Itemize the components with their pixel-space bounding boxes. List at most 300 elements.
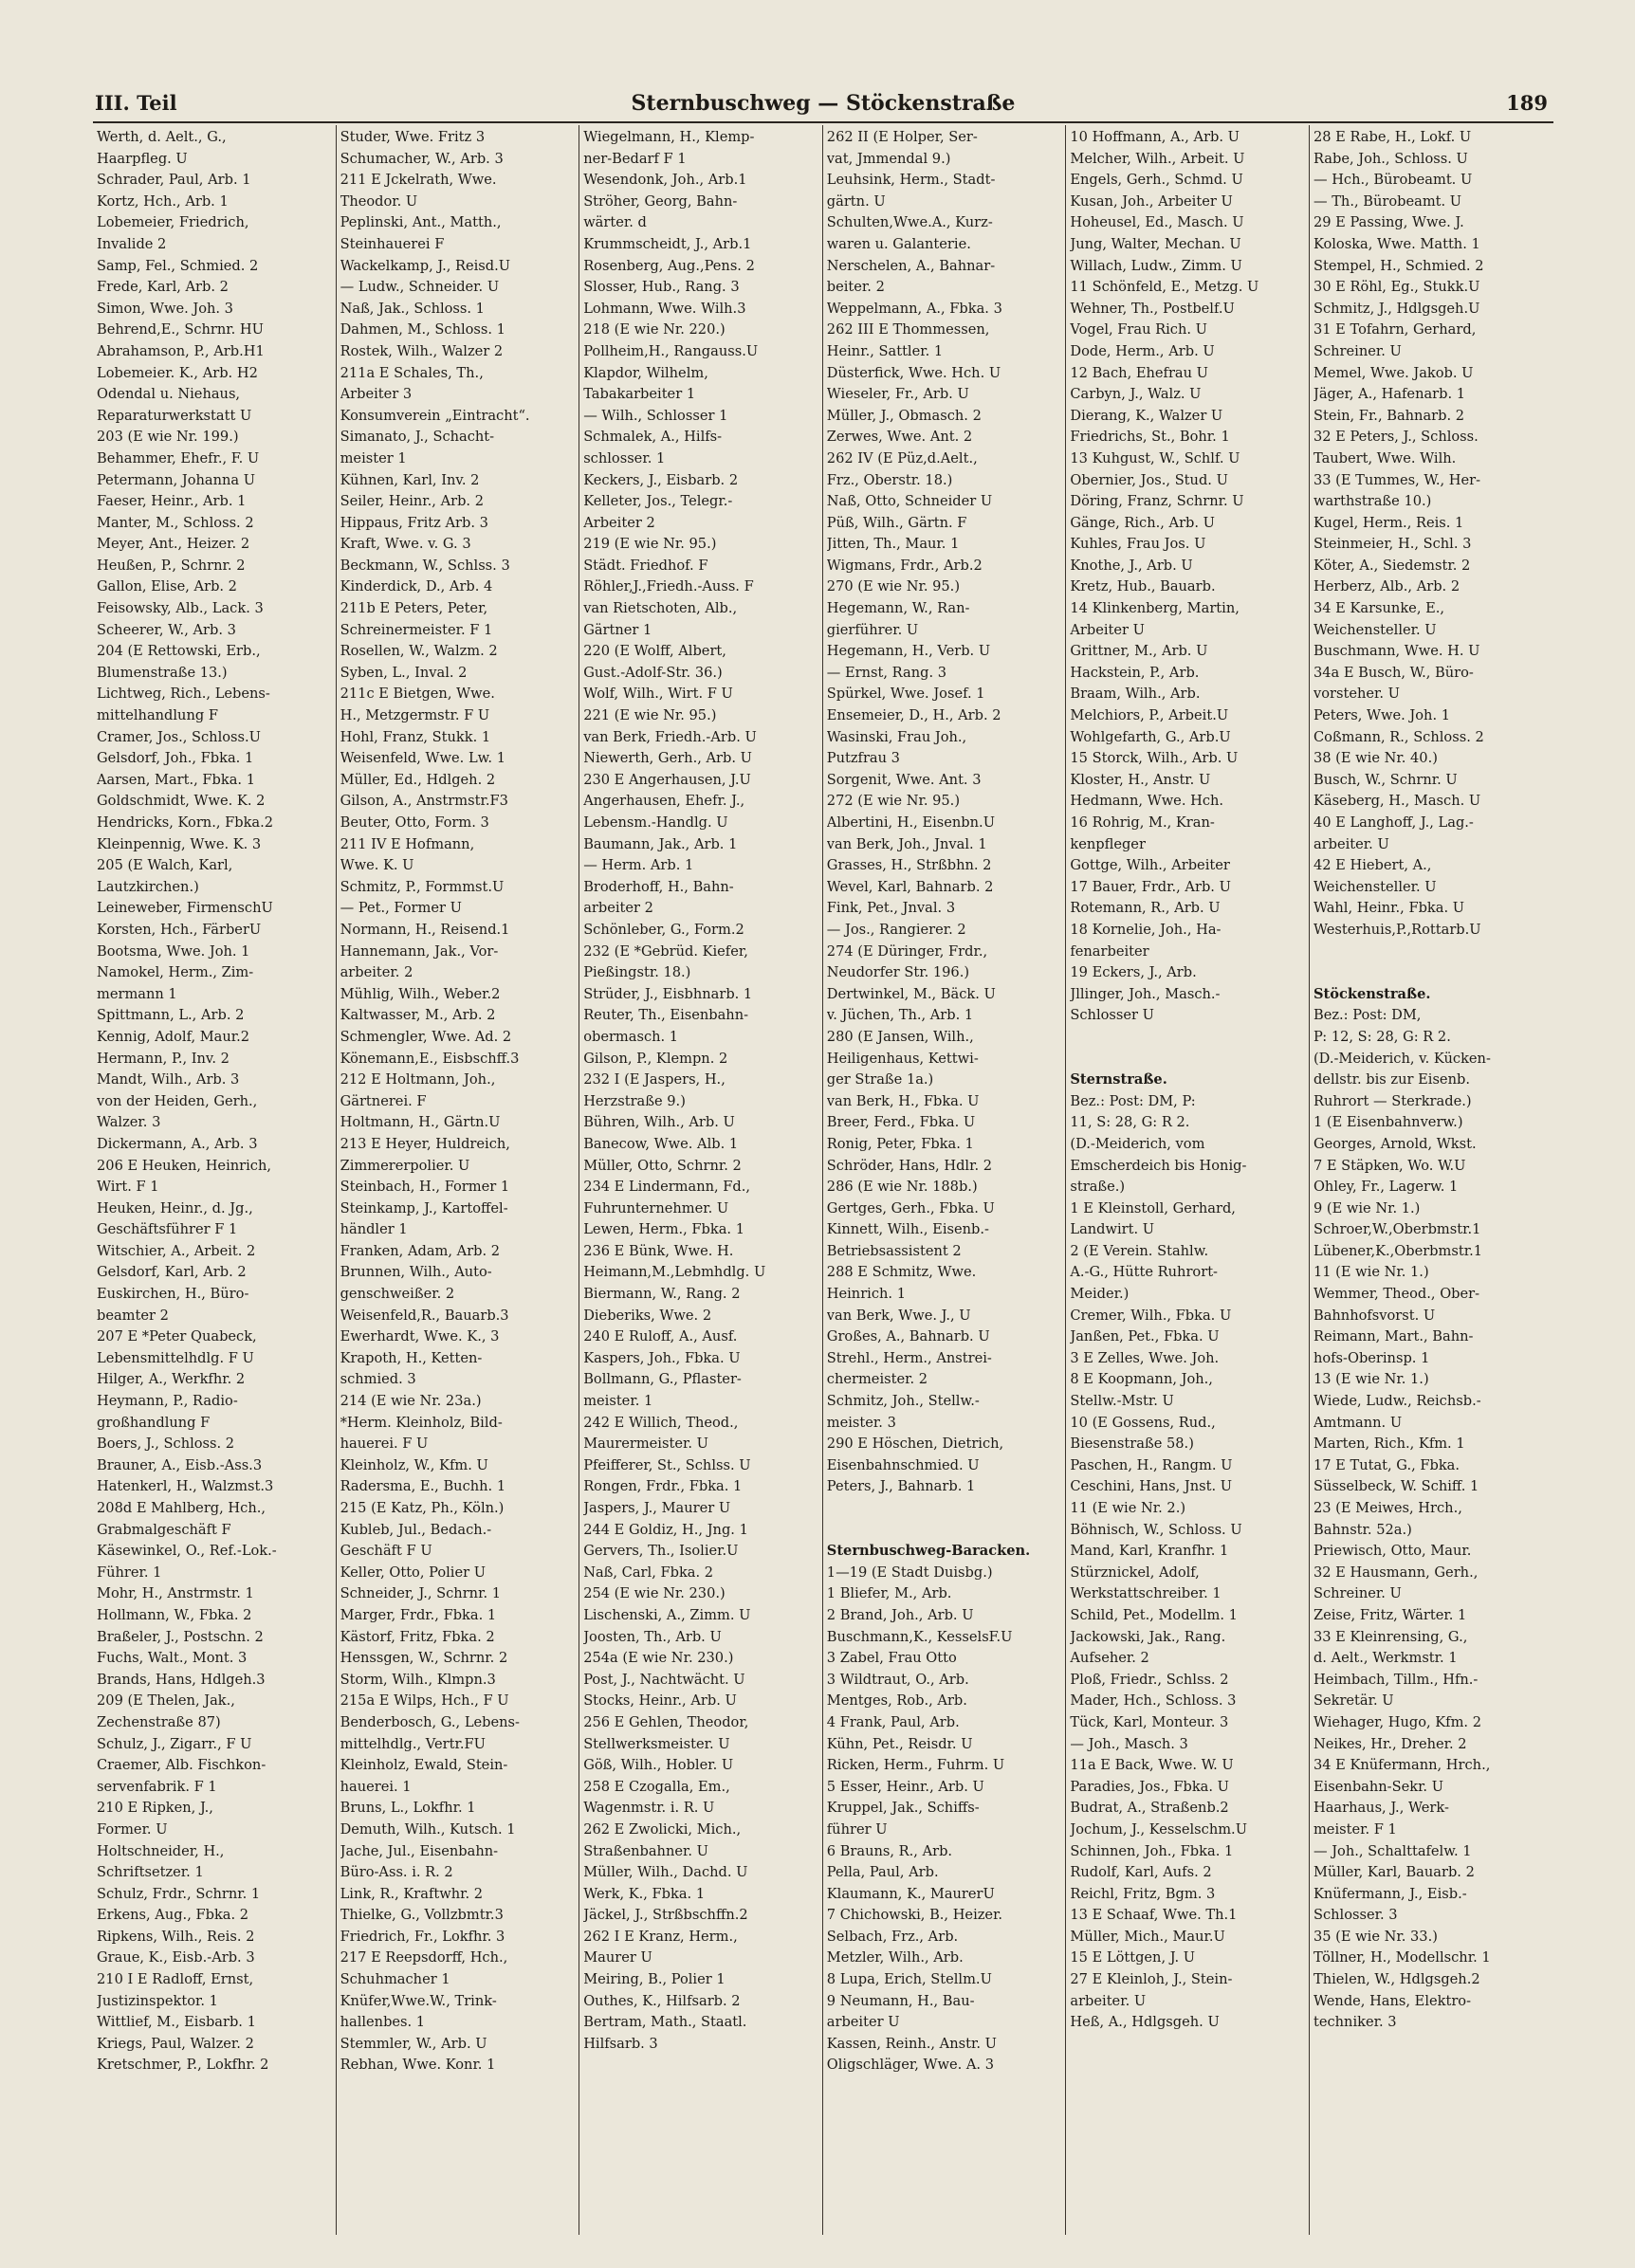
entry-line: Kloster, H., Anstr. U [1070,771,1211,788]
entry-line: Heinr., Sattler. 1 [826,342,944,359]
entry-line: 13 Kuhgust, W., Schlf. U [1070,449,1240,466]
entry-line: Schreiner. U [1313,1585,1402,1602]
entry-line: Reimann, Mart., Bahn- [1313,1328,1474,1345]
entry-line: Düsterfick, Wwe. Hch. U [826,364,1001,381]
entry-line: 210 E Ripken, J., [97,1800,213,1817]
entry-line: Kühnen, Karl, Inv. 2 [340,471,480,488]
entry-line: Graue, K., Eisb.-Arb. 3 [97,1949,255,1966]
entry-line: Demuth, Wilh., Kutsch. 1 [340,1820,516,1838]
entry-line: Keller, Otto, Polier U [340,1564,487,1581]
entry-line: 262 I E Kranz, Herm., [583,1928,738,1945]
column-2 [337,125,580,2235]
entry-line: Priewisch, Otto, Maur. [1313,1543,1472,1560]
entry-line: techniker. 3 [1313,2014,1397,2031]
entry-line: Jllinger, Joh., Masch.- [1070,985,1221,1002]
entry-line: Biesenstraße 58.) [1070,1436,1194,1453]
entry-line: 208d E Mahlberg, Hch., [97,1500,266,1516]
entry-line: Melchiors, P., Arbeit.U [1070,707,1229,724]
entry-line: P: 12, S: 28, G: R 2. [1313,1028,1451,1045]
entry-line: 33 (E Tummes, W., Her- [1313,471,1481,488]
entry-line: v. Jüchen, Th., Arb. 1 [826,1007,974,1024]
entry-line: Niewerth, Gerh., Arb. U [583,750,752,767]
entry-line: Petermann, Johanna U [97,471,256,488]
entry-line: 19 Eckers, J., Arb. [1070,964,1197,981]
entry-line: 280 (E Jansen, Wilh., [826,1028,974,1045]
entry-line: Kleinholz, Ewald, Stein- [340,1757,508,1774]
entry-line: Reuter, Th., Eisenbahn- [583,1007,749,1024]
entry-line: Craemer, Alb. Fischkon- [97,1757,266,1774]
entry-line: Wiehager, Hugo, Kfm. 2 [1313,1713,1481,1730]
page-header [93,87,1553,123]
entry-line: 262 III E Thommessen, [826,321,990,338]
entry-line: dellstr. bis zur Eisenb. [1313,1071,1470,1088]
entry-line: Schild, Pet., Modellm. 1 [1070,1606,1238,1623]
entry-line: Grasses, H., Strßbhn. 2 [826,857,992,874]
entry-line: *Herm. Kleinholz, Bild- [340,1414,503,1431]
entry-line: — Hch., Bürobeamt. U [1313,172,1473,189]
entry-line: Stellwerksmeister. U [583,1735,730,1752]
entry-line: 3 Zabel, Frau Otto [826,1650,957,1667]
entry-line: Gottge, Wilh., Arbeiter [1070,857,1230,874]
entry-line: Taubert, Wwe. Wilh. [1313,449,1457,466]
entry-line: Pießingstr. 18.) [583,964,691,981]
entry-line: Justizinspektor. 1 [97,1992,218,2009]
entry-line: Braßeler, J., Postschn. 2 [97,1628,264,1645]
entry-line: 213 E Heyer, Huldreich, [340,1135,510,1152]
entry-line: Schmitz, Joh., Stellw.- [826,1393,980,1410]
entry-line: Kelleter, Jos., Telegr.- [583,493,733,510]
entry-line: 218 (E wie Nr. 220.) [583,321,726,338]
entry-line: Frz., Oberstr. 18.) [826,471,953,488]
entry-line: Coßmann, R., Schloss. 2 [1313,728,1484,745]
entry-line: 215 (E Katz, Ph., Köln.) [340,1500,505,1516]
entry-line: Weisenfeld, Wwe. Lw. 1 [340,750,505,767]
entry-line: Klapdor, Wilhelm, [583,364,708,381]
entry-line: 1 (E Eisenbahnverw.) [1313,1114,1463,1131]
entry-line: Führer. 1 [97,1564,162,1581]
entry-line: Gust.-Adolf-Str. 36.) [583,664,723,681]
entry-line: — Th., Bürobeamt. U [1313,192,1462,210]
entry-line: Ronig, Peter, Fbka. 1 [826,1135,974,1152]
entry-line: Hendricks, Korn., Fbka.2 [97,814,274,831]
entry-line: Henssgen, W., Schrnr. 2 [340,1650,508,1667]
entry-line: Geschäft F U [340,1543,432,1560]
entry-line: Wesendonk, Joh., Arb.1 [583,172,747,189]
entry-line: Eisenbahnschmied. U [826,1456,980,1473]
entry-line: Paradies, Jos., Fbka. U [1070,1778,1229,1795]
entry-line: Hilger, A., Werkfhr. 2 [97,1371,246,1388]
entry-line: Werkstattschreiber. 1 [1070,1585,1222,1602]
entry-line: Brunnen, Wilh., Auto- [340,1264,492,1281]
entry-line: Gallon, Elise, Arb. 2 [97,578,237,595]
entry-line: Stocks, Heinr., Arb. U [583,1692,737,1710]
entry-line: 12 Bach, Ehefrau U [1070,364,1208,381]
entry-line: Storm, Wilh., Klmpn.3 [340,1671,496,1688]
entry-line: 215a E Wilps, Hch., F U [340,1692,509,1710]
entry-line: arbeiter. 2 [340,964,413,981]
entry-line: Geschäftsführer F 1 [97,1221,238,1238]
entry-line: Goldschmidt, Wwe. K. 2 [97,793,266,810]
entry-line: arbeiter. U [1070,1992,1147,2009]
entry-line: Krummscheidt, J., Arb.1 [583,235,752,252]
entry-line: Wieseler, Fr., Arb. U [826,386,969,403]
entry-line: Lebensmittelhdlg. F U [97,1349,254,1366]
entry-line: Engels, Gerh., Schmd. U [1070,172,1243,189]
entry-line: Friedrichs, St., Bohr. 1 [1070,429,1230,446]
entry-line: mittelhandlung F [97,707,218,724]
entry-line: Hilfsarb. 3 [583,2035,658,2052]
entry-line: 230 E Angerhausen, J.U [583,771,751,788]
entry-line: Müller, Ed., Hdlgeh. 2 [340,771,496,788]
entry-line: Hatenkerl, H., Walzmst.3 [97,1478,274,1495]
entry-line: Naß, Jak., Schloss. 1 [340,300,485,317]
entry-line: Ewerhardt, Wwe. K., 3 [340,1328,500,1345]
entry-line: Kriegs, Paul, Walzer. 2 [97,2035,254,2052]
entry-line: 40 E Langhoff, J., Lag.- [1313,814,1474,831]
entry-line: 14 Klinkenberg, Martin, [1070,600,1240,617]
entry-line: Hackstein, P., Arb. [1070,664,1200,681]
entry-line: 203 (E wie Nr. 199.) [97,429,239,446]
entry-line: Hohl, Franz, Stukk. 1 [340,728,491,745]
entry-line: Stempel, H., Schmied. 2 [1313,257,1484,274]
entry-line: Kassen, Reinh., Anstr. U [826,2035,997,2052]
entry-line: Peters, Wwe. Joh. 1 [1313,707,1451,724]
entry-line: — Wilh., Schlosser 1 [583,407,728,424]
spacer [827,1520,1062,1542]
entry-line: Hedmann, Wwe. Hch. [1070,793,1224,810]
entry-line: Ruhrort — Sterkrade.) [1313,1092,1472,1109]
entry-line: Metzler, Wilh., Arb. [826,1949,964,1966]
entry-line: 236 E Bünk, Wwe. H. [583,1242,734,1259]
entry-line: Benderbosch, G., Lebens- [340,1713,520,1730]
entry-line: Euskirchen, H., Büro- [97,1286,249,1303]
entry-line: Herzstraße 9.) [583,1092,686,1109]
entry-line: servenfabrik. F 1 [97,1778,217,1795]
entry-line: Boers, J., Schloss. 2 [97,1436,235,1453]
entry-line: straße.) [1070,1179,1126,1196]
entry-line: Schulz, Frdr., Schrnr. 1 [97,1885,261,1902]
entry-line: Buschmann,K., KesselsF.U [826,1628,1013,1645]
entry-line: 7 E Stäpken, Wo. W.U [1313,1157,1466,1174]
spacer [1070,1027,1305,1049]
entry-line: Müller, Mich., Maur.U [1070,1928,1225,1945]
entry-line: Schinnen, Joh., Fbka. 1 [1070,1842,1234,1859]
entry-line: Tabakarbeiter 1 [583,386,696,403]
entry-line: beiter. 2 [826,279,885,296]
entry-line: (D.-Meiderich, vom [1070,1135,1205,1152]
entry-line: Pollheim,H., Rangauss.U [583,342,759,359]
entry-line: Ohley, Fr., Lagerw. 1 [1313,1179,1459,1196]
entry-line: Lichtweg, Rich., Lebens- [97,686,270,703]
entry-line: Mohr, H., Anstrmstr. 1 [97,1585,254,1602]
entry-line: Schmitz, J., Hdlgsgeh.U [1313,300,1480,317]
entry-line: Dertwinkel, M., Bäck. U [826,985,996,1002]
entry-line: Hannemann, Jak., Vor- [340,942,499,960]
entry-line: 204 (E Rettowski, Erb., [97,643,261,660]
entry-line: Buschmann, Wwe. H. U [1313,643,1480,660]
entry-line: Püß, Wilh., Gärtn. F [826,514,967,531]
entry-line: 17 E Tutat, G., Fbka. [1313,1456,1460,1473]
entry-line: Lübener,K.,Oberbmstr.1 [1313,1242,1483,1259]
entry-line: Schmitz, P., Formmst.U [340,878,505,895]
entry-line: Gänge, Rich., Arb. U [1070,514,1215,531]
entry-line: 28 E Rabe, H., Lokf. U [1313,129,1472,145]
entry-line: genschweißer. 2 [340,1286,455,1303]
entry-line: Zimmererpolier. U [340,1157,470,1174]
entry-line: 214 (E wie Nr. 23a.) [340,1393,482,1410]
entry-line: Süsselbeck, W. Schiff. 1 [1313,1478,1479,1495]
entry-line: Dode, Herm., Arb. U [1070,342,1215,359]
entry-line: 6 Brauns, R., Arb. [826,1842,953,1859]
entry-line: Kennig, Adolf, Maur.2 [97,1028,250,1045]
entry-line: — Jos., Rangierer. 2 [826,921,966,938]
entry-line: arbeiter. U [1313,835,1389,852]
entry-line: Jitten, Th., Maur. 1 [826,536,960,553]
entry-line: Sorgenit, Wwe. Ant. 3 [826,771,982,788]
entry-line: 23 (E Meiwes, Hrch., [1313,1500,1462,1516]
entry-line: 9 Neumann, H., Bau- [826,1992,975,2009]
entry-line: Strüder, J., Eisbhnarb. 1 [583,985,753,1002]
entry-line: Städt. Friedhof. F [583,557,708,574]
entry-line: 232 I (E Jaspers, H., [583,1071,726,1088]
entry-line: Georges, Arnold, Wkst. [1313,1135,1477,1152]
entry-line: Weisenfeld,R., Bauarb.3 [340,1307,509,1324]
entry-line: Steinkamp, J., Kartoffel- [340,1199,508,1216]
entry-line: Hippaus, Fritz Arb. 3 [340,514,488,531]
entry-line: Arbeiter 3 [340,386,413,403]
entry-line: 219 (E wie Nr. 95.) [583,536,717,553]
entry-line: wärter. d [583,214,647,231]
entry-line: 206 E Heuken, Heinrich, [97,1157,271,1174]
entry-line: Schröder, Hans, Hdlr. 2 [826,1157,993,1174]
entry-line: Albertini, H., Eisenbn.U [826,814,995,831]
entry-line: 262 II (E Holper, Ser- [826,129,978,145]
entry-line: Jaspers, J., Maurer U [583,1500,731,1516]
entry-line: Radersma, E., Buchh. 1 [340,1478,506,1495]
entry-line: Hermann, P., Inv. 2 [97,1050,230,1067]
entry-line: Arbeiter U [1070,621,1145,638]
entry-line: 1 Bliefer, M., Arb. [826,1585,952,1602]
entry-line: Feisowsky, Alb., Lack. 3 [97,600,264,617]
entry-line: Wolf, Wilh., Wirt. F U [583,686,733,703]
entry-line: 16 Rohrig, M., Kran- [1070,814,1215,831]
entry-line: schlosser. 1 [583,449,666,466]
entry-line: 256 E Gehlen, Theodor, [583,1713,749,1730]
entry-line: Wevel, Karl, Bahnarb. 2 [826,878,994,895]
entry-line: Schlosser U [1070,1007,1154,1024]
entry-line: Zeise, Fritz, Wärter. 1 [1313,1606,1467,1623]
entry-line: kenpfleger [1070,835,1146,852]
entry-line: Hegemann, W., Ran- [826,600,970,617]
entry-line: — Joh., Masch. 3 [1070,1735,1188,1752]
entry-line: 211b E Peters, Peter, [340,600,488,617]
entry-line: Gervers, Th., Isolier.U [583,1543,739,1560]
entry-line: 212 E Holtmann, Joh., [340,1071,496,1088]
entry-line: Jackowski, Jak., Rang. [1070,1628,1226,1645]
entry-line: Meyer, Ant., Heizer. 2 [97,536,250,553]
entry-line: Abrahamson, P., Arb.H1 [97,342,265,359]
entry-line: führer U [826,1820,888,1838]
entry-line: Meiring, B., Polier 1 [583,1971,726,1988]
entry-line: Zerwes, Wwe. Ant. 2 [826,429,973,446]
entry-line: Leuhsink, Herm., Stadt- [826,172,996,189]
entry-line: Fuchs, Walt., Mont. 3 [97,1650,248,1667]
entry-line: Tück, Karl, Monteur. 3 [1070,1713,1229,1730]
entry-line: Former. U [97,1820,168,1838]
entry-line: Bootsma, Wwe. Joh. 1 [97,942,250,960]
entry-line: d. Aelt., Werkmstr. 1 [1313,1650,1458,1667]
entry-line: Odendal u. Niehaus, [97,386,241,403]
entry-line: Keckers, J., Eisbarb. 2 [583,471,739,488]
entry-line: großhandlung F [97,1414,211,1431]
entry-line: Studer, Wwe. Fritz 3 [340,129,486,145]
entry-line: Dickermann, A., Arb. 3 [97,1135,258,1152]
entry-line: Knüfer,Wwe.W., Trink- [340,1992,497,2009]
entry-line: 210 I E Radloff, Ernst, [97,1971,254,1988]
entry-line: Schuhmacher 1 [340,1971,450,1988]
entry-line: — Herm. Arb. 1 [583,857,694,874]
entry-line: 242 E Willich, Theod., [583,1414,739,1431]
entry-line: Cremer, Wilh., Fbka. U [1070,1307,1232,1324]
entry-line: vat, Jmmendal 9.) [826,150,951,167]
entry-line: Samp, Fel., Schmied. 2 [97,257,259,274]
entry-line: Leineweber, FirmenschU [97,900,273,917]
entry-line: Emscherdeich bis Honig- [1070,1157,1247,1174]
entry-line: Banecow, Wwe. Alb. 1 [583,1135,739,1152]
entry-line: Konsumverein „Eintracht“. [340,407,530,424]
columns-container [93,125,1553,2235]
entry-line: Maurermeister. U [583,1436,708,1453]
entry-line: Ploß, Friedr., Schlss. 2 [1070,1671,1229,1688]
entry-line: Cramer, Jos., Schloss.U [97,728,261,745]
entry-line: Bühren, Wilh., Arb. U [583,1114,735,1131]
entry-line: 209 (E Thelen, Jak., [97,1692,235,1710]
entry-line: Seiler, Heinr., Arb. 2 [340,493,484,510]
entry-line: Theodor. U [340,192,418,210]
entry-line: Behammer, Ehefr., F. U [97,449,260,466]
entry-line: Jung, Walter, Mechan. U [1070,235,1241,252]
entry-line: Frede, Karl, Arb. 2 [97,279,229,296]
entry-line: Spittmann, L., Arb. 2 [97,1007,245,1024]
entry-line: Marten, Rich., Kfm. 1 [1313,1436,1465,1453]
entry-line: Reichl, Fritz, Bgm. 3 [1070,1885,1216,1902]
entry-line: Syben, L., Inval. 2 [340,664,468,681]
entry-line: Hegemann, H., Verb. U [826,643,991,660]
entry-line: mittelhdlg., Vertr.FU [340,1735,486,1752]
entry-line: Brauner, A., Eisb.-Ass.3 [97,1456,263,1473]
entry-line: 211 IV E Hofmann, [340,835,475,852]
entry-line: Rotemann, R., Arb. U [1070,900,1221,917]
entry-line: Müller, Otto, Schrnr. 2 [583,1157,742,1174]
entry-line: 34 E Knüfermann, Hrch., [1313,1757,1491,1774]
page-number: 189 [1506,91,1548,115]
entry-line: 272 (E wie Nr. 95.) [826,793,961,810]
entry-line: Namokel, Herm., Zim- [97,964,254,981]
entry-line: Braam, Wilh., Arb. [1070,686,1201,703]
entry-line: vorsteher. U [1313,686,1400,703]
entry-line: Kleinholz, W., Kfm. U [340,1456,488,1473]
entry-line: Steinmeier, H., Schl. 3 [1313,536,1472,553]
column-4 [823,125,1067,2235]
entry-line: Budrat, A., Straßenb.2 [1070,1800,1229,1817]
entry-line: Heußen, P., Schrnr. 2 [97,557,246,574]
entry-line: Ceschini, Hans, Jnst. U [1070,1478,1233,1495]
entry-line: Gärtner 1 [583,621,652,638]
entry-line: meister. 1 [583,1393,653,1410]
entry-line: Weppelmann, A., Fbka. 3 [826,300,1002,317]
entry-line: Koloska, Wwe. Matth. 1 [1313,235,1480,252]
entry-line: Eisenbahn-Sekr. U [1313,1778,1444,1795]
spacer [1070,1049,1305,1070]
entry-line: gierführer. U [826,621,919,638]
entry-line: Obernier, Jos., Stud. U [1070,471,1228,488]
entry-line: Erkens, Aug., Fbka. 2 [97,1907,249,1924]
entry-line: Rosellen, W., Walzm. 2 [340,643,498,660]
entry-line: 29 E Passing, Wwe. J. [1313,214,1464,231]
entry-line: 8 E Koopmann, Joh., [1070,1371,1213,1388]
entry-line: 11, S: 28, G: R 2. [1070,1114,1190,1131]
entry-line: Heuken, Heinr., d. Jg., [97,1199,253,1216]
entry-line: hofs-Oberinsp. 1 [1313,1349,1430,1366]
entry-line: beamter 2 [97,1307,169,1324]
entry-line: Peters, J., Bahnarb. 1 [826,1478,976,1495]
entry-line: Rosenberg, Aug.,Pens. 2 [583,257,755,274]
entry-line: Lebensm.-Handlg. U [583,814,728,831]
entry-line: 10 (E Gossens, Rud., [1070,1414,1216,1431]
entry-line: Wehner, Th., Postbelf.U [1070,300,1235,317]
entry-line: arbeiter 2 [583,900,653,917]
entry-line: Peplinski, Ant., Matth., [340,214,502,231]
entry-line: chermeister. 2 [826,1371,928,1388]
entry-line: 3 E Zelles, Wwe. Joh. [1070,1349,1220,1366]
entry-line: Mandt, Wilh., Arb. 3 [97,1071,240,1088]
entry-line: Scheerer, W., Arb. 3 [97,621,236,638]
entry-line: 38 (E wie Nr. 40.) [1313,750,1438,767]
entry-line: Dahmen, M., Schloss. 1 [340,321,505,338]
entry-line: Bez.: Post: DM, P: [1070,1092,1196,1109]
entry-line: 5 Esser, Heinr., Arb. U [826,1778,984,1795]
entry-line: gärtn. U [826,192,886,210]
entry-line: 217 E Reepsdorff, Hch., [340,1949,508,1966]
entry-line: Naß, Otto, Schneider U [826,493,993,510]
entry-line: Straßenbahner. U [583,1842,708,1859]
entry-line: Marger, Frdr., Fbka. 1 [340,1606,497,1623]
entry-line: Holtschneider, H., [97,1842,225,1859]
entry-line: Rongen, Frdr., Fbka. 1 [583,1478,743,1495]
entry-line: 27 E Kleinloh, J., Stein- [1070,1971,1233,1988]
entry-line: 13 (E wie Nr. 1.) [1313,1371,1429,1388]
entry-line: Schreinermeister. F 1 [340,621,493,638]
entry-line: Kinderdick, D., Arb. 4 [340,578,493,595]
entry-line: Breer, Ferd., Fbka. U [826,1114,976,1131]
entry-line: Strehl., Herm., Anstrei- [826,1349,992,1366]
entry-line: 8 Lupa, Erich, Stellm.U [826,1971,992,1988]
entry-line: 1—19 (E Stadt Duisbg.) [826,1564,993,1581]
entry-line: 32 E Peters, J., Schloss. [1313,429,1479,446]
entry-line: Böhnisch, W., Schloss. U [1070,1521,1242,1538]
entry-line: 2 Brand, Joh., Arb. U [826,1606,974,1623]
entry-line: 11a E Back, Wwe. W. U [1070,1757,1234,1774]
entry-line: Heß, A., Hdlgsgeh. U [1070,2014,1220,2031]
entry-line: 11 (E wie Nr. 2.) [1070,1500,1186,1516]
entry-line: Aarsen, Mart., Fbka. 1 [97,771,255,788]
entry-line: Post, J., Nachtwächt. U [583,1671,745,1688]
entry-line: Aufseher. 2 [1070,1650,1149,1667]
entry-line: Großes, A., Bahnarb. U [826,1328,990,1345]
entry-line: Kuhles, Frau Jos. U [1070,536,1206,553]
entry-line: Normann, H., Reisend.1 [340,921,510,938]
spacer [1314,962,1550,984]
